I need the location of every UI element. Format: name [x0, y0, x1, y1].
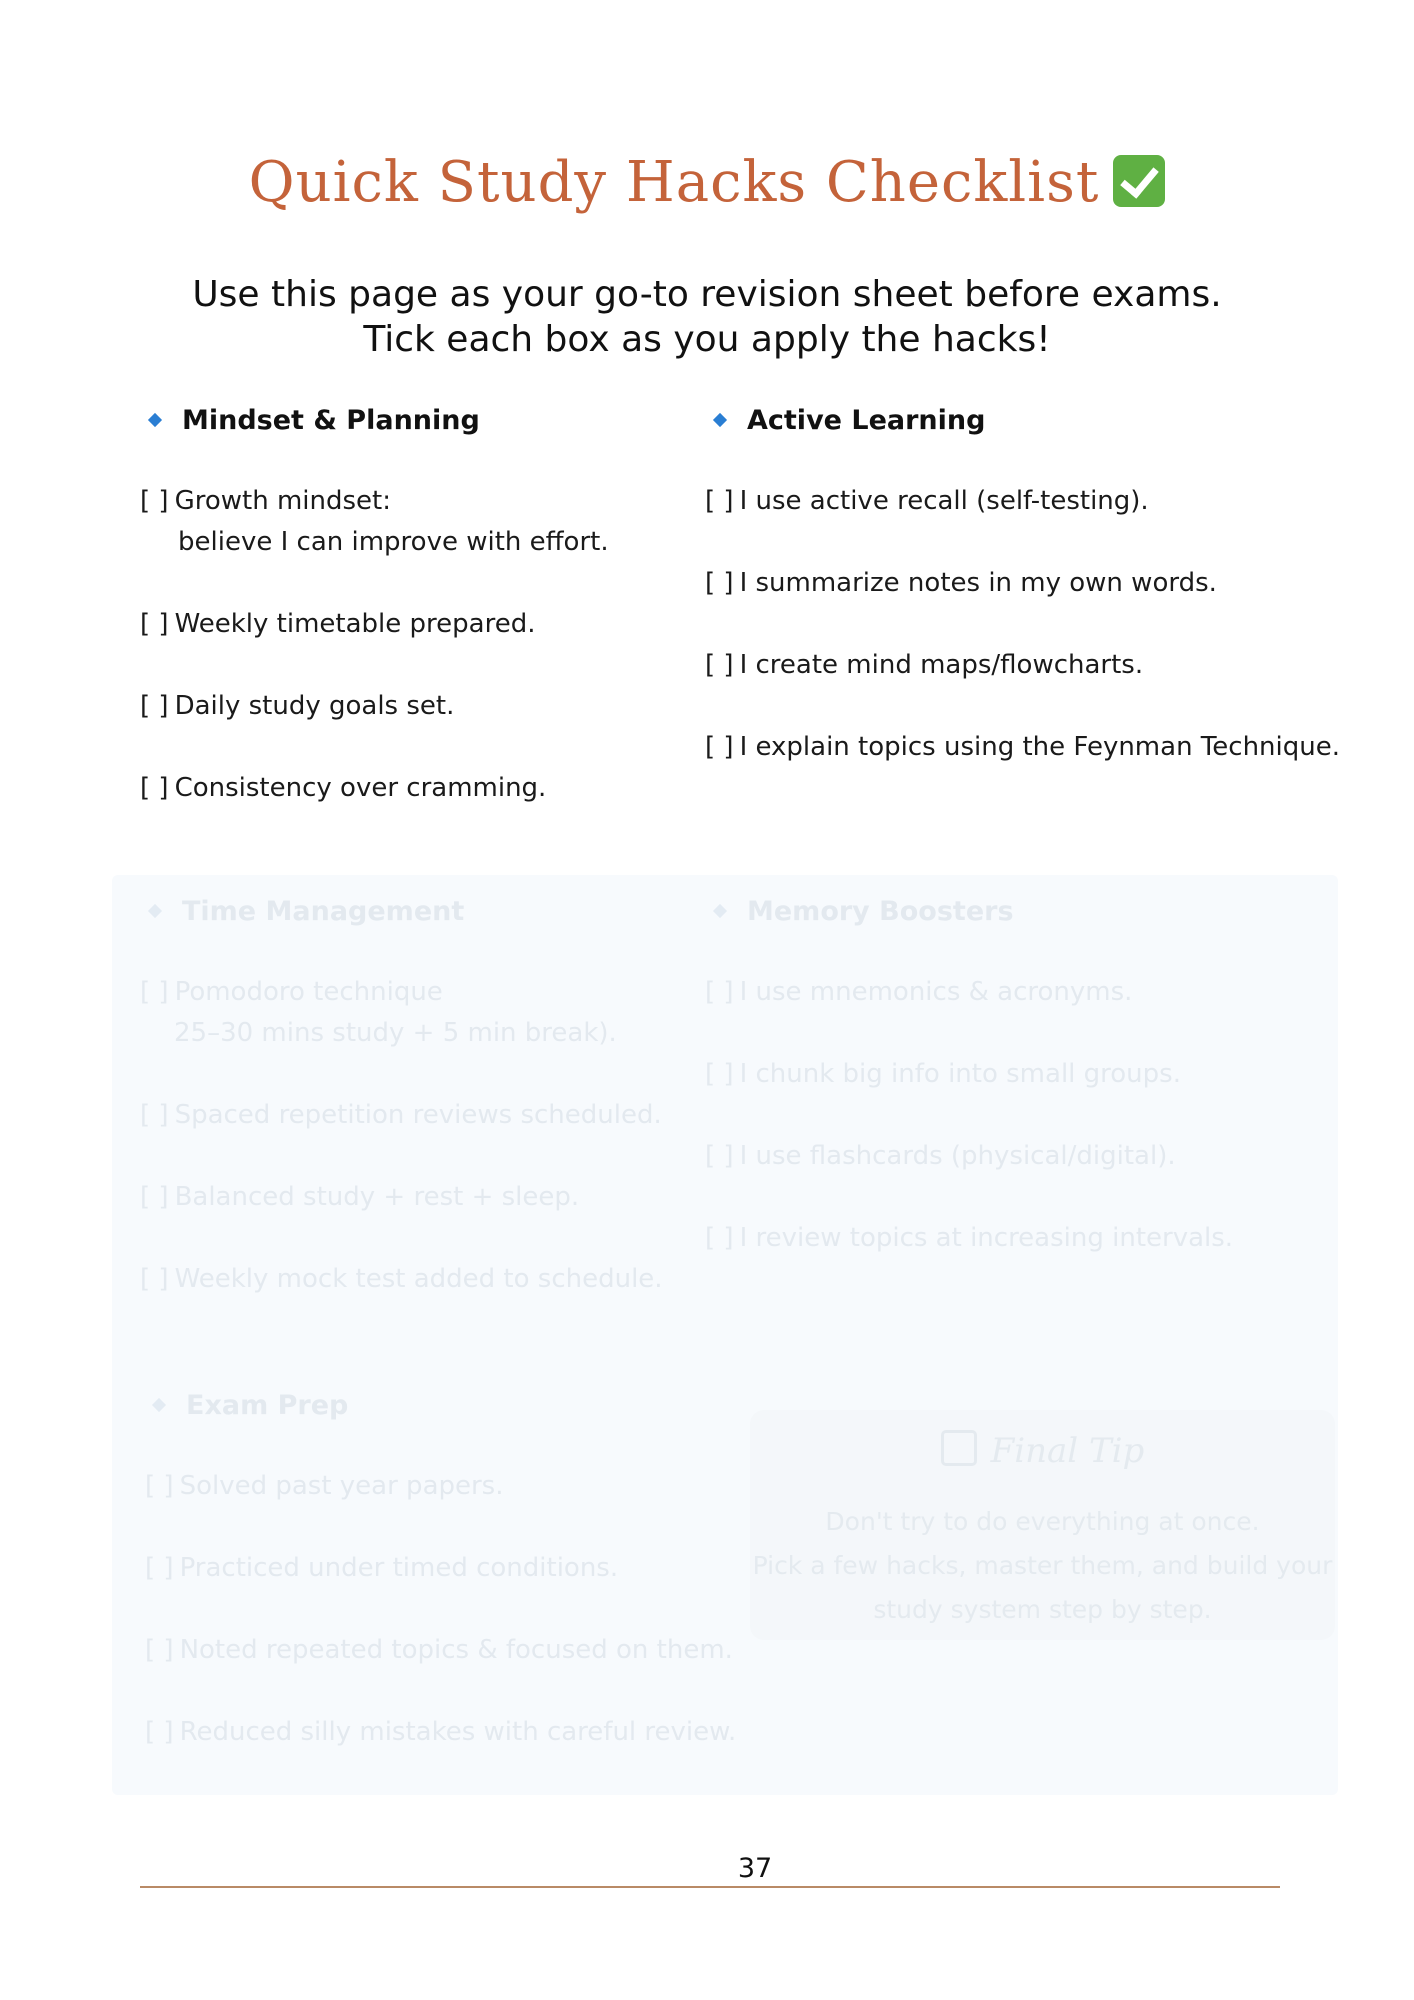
- checkbox[interactable]: [ ]: [140, 1182, 169, 1212]
- checkbox[interactable]: [ ]: [705, 977, 734, 1007]
- diamond-bullet-icon: [713, 904, 727, 918]
- checkbox[interactable]: [ ]: [145, 1553, 174, 1583]
- checklist-item-exam-2[interactable]: [145, 1548, 618, 1589]
- section-heading-label: Exam Prep: [186, 1390, 349, 1421]
- section-heading-active-learning: [715, 405, 985, 436]
- final-tip-line-3: study system step by step.: [873, 1595, 1212, 1624]
- checkbox[interactable]: [ ]: [705, 1059, 734, 1089]
- checklist-item-text: Pomodoro technique: [174, 977, 443, 1007]
- final-tip-line-1: Don't try to do everything at once.: [825, 1507, 1260, 1536]
- checklist-item-text: I review topics at increasing intervals.: [739, 1223, 1234, 1253]
- checklist-item-text: Growth mindset:: [174, 486, 391, 516]
- checklist-item-text: I summarize notes in my own words.: [739, 568, 1217, 598]
- checkbox[interactable]: [ ]: [140, 609, 169, 639]
- page-number: 37: [737, 1853, 773, 1884]
- checkbox[interactable]: [ ]: [140, 691, 169, 721]
- checklist-item-text: Solved past year papers.: [179, 1471, 504, 1501]
- checklist-item-memory-2[interactable]: [705, 1054, 1181, 1095]
- checkbox[interactable]: [ ]: [140, 1100, 169, 1130]
- checklist-item-text: Balanced study + rest + sleep.: [174, 1182, 580, 1212]
- checklist-item-mindset-4[interactable]: [140, 768, 546, 809]
- checklist-item-text: Daily study goals set.: [174, 691, 455, 721]
- checklist-item-time-2[interactable]: [140, 1095, 662, 1136]
- final-tip-title-text: Final Tip: [990, 1431, 1145, 1471]
- checklist-item-exam-4[interactable]: [145, 1712, 736, 1753]
- page-subtitle: [0, 272, 1414, 362]
- checklist-item-exam-1[interactable]: [145, 1466, 504, 1507]
- section-heading-exam-prep: [154, 1390, 348, 1421]
- checklist-item-text-continued: believe I can improve with effort.: [178, 527, 609, 557]
- checkbox[interactable]: [ ]: [145, 1717, 174, 1747]
- checklist-item-text: Consistency over cramming.: [174, 773, 547, 803]
- checklist-item-active-2[interactable]: [705, 563, 1217, 604]
- checklist-item-text: Practiced under timed conditions.: [179, 1553, 619, 1583]
- checklist-item-exam-3[interactable]: [145, 1630, 733, 1671]
- checkbox[interactable]: [ ]: [705, 1141, 734, 1171]
- check-box-icon: [941, 1430, 977, 1466]
- checklist-item-text: Weekly timetable prepared.: [174, 609, 536, 639]
- checklist-item-text: Weekly mock test added to schedule.: [174, 1264, 663, 1294]
- checkbox[interactable]: [ ]: [705, 486, 734, 516]
- checklist-item-text: Noted repeated topics & focused on them.: [179, 1635, 733, 1665]
- subtitle-line-2: Tick each box as you apply the hacks!: [363, 319, 1051, 360]
- checkbox[interactable]: [ ]: [140, 773, 169, 803]
- checkbox[interactable]: [ ]: [705, 650, 734, 680]
- checklist-item-memory-3[interactable]: [705, 1136, 1176, 1177]
- page-title-text: Quick Study Hacks Checklist: [248, 150, 1100, 215]
- checkbox[interactable]: [ ]: [140, 1264, 169, 1294]
- section-heading-mindset: [150, 405, 480, 436]
- checklist-item-text: I use flashcards (physical/digital).: [739, 1141, 1176, 1171]
- final-tip-body: [750, 1500, 1335, 1632]
- checklist-item-text-continued: 25–30 mins study + 5 min break).: [174, 1018, 617, 1048]
- checklist-item-active-4[interactable]: [705, 727, 1340, 768]
- checklist-item-time-1[interactable]: [140, 972, 617, 1054]
- section-heading-memory-boosters: [715, 896, 1014, 927]
- check-mark-button-icon: [1113, 155, 1165, 207]
- checklist-item-memory-4[interactable]: [705, 1218, 1233, 1259]
- section-heading-label: Active Learning: [747, 405, 986, 436]
- page-title: [0, 150, 1414, 215]
- checklist-item-time-4[interactable]: [140, 1259, 663, 1300]
- section-heading-label: Time Management: [182, 896, 465, 927]
- final-tip-card: [750, 1410, 1335, 1640]
- subtitle-line-1: Use this page as your go-to revision sheet before exams.: [192, 274, 1222, 315]
- final-tip-title: [750, 1430, 1335, 1471]
- footer-divider: [140, 1886, 1280, 1888]
- checklist-item-text: I create mind maps/flowcharts.: [739, 650, 1144, 680]
- checklist-item-text: I use mnemonics & acronyms.: [739, 977, 1133, 1007]
- checklist-item-text: I explain topics using the Feynman Technique.: [739, 732, 1340, 762]
- checkbox[interactable]: [ ]: [705, 1223, 734, 1253]
- checklist-item-active-3[interactable]: [705, 645, 1143, 686]
- checklist-item-text: Spaced repetition reviews scheduled.: [174, 1100, 662, 1130]
- checklist-item-text: I use active recall (self-testing).: [739, 486, 1149, 516]
- diamond-bullet-icon: [713, 413, 727, 427]
- checkbox[interactable]: [ ]: [145, 1471, 174, 1501]
- final-tip-line-2: Pick a few hacks, master them, and build your: [752, 1551, 1333, 1580]
- checkbox[interactable]: [ ]: [705, 732, 734, 762]
- checklist-item-mindset-2[interactable]: [140, 604, 535, 645]
- checkbox[interactable]: [ ]: [705, 568, 734, 598]
- diamond-bullet-icon: [148, 413, 162, 427]
- diamond-bullet-icon: [148, 904, 162, 918]
- checkbox[interactable]: [ ]: [140, 486, 169, 516]
- checklist-item-memory-1[interactable]: [705, 972, 1132, 1013]
- diamond-bullet-icon: [152, 1398, 166, 1412]
- checkbox[interactable]: [ ]: [140, 977, 169, 1007]
- section-heading-time-management: [150, 896, 464, 927]
- checklist-item-text: I chunk big info into small groups.: [739, 1059, 1181, 1089]
- section-heading-label: Mindset & Planning: [182, 405, 480, 436]
- checklist-item-text: Reduced silly mistakes with careful review.: [179, 1717, 737, 1747]
- checklist-item-time-3[interactable]: [140, 1177, 579, 1218]
- checklist-item-active-1[interactable]: [705, 481, 1149, 522]
- checklist-item-mindset-3[interactable]: [140, 686, 454, 727]
- checkbox[interactable]: [ ]: [145, 1635, 174, 1665]
- section-heading-label: Memory Boosters: [747, 896, 1014, 927]
- checklist-item-mindset-1[interactable]: [140, 481, 609, 563]
